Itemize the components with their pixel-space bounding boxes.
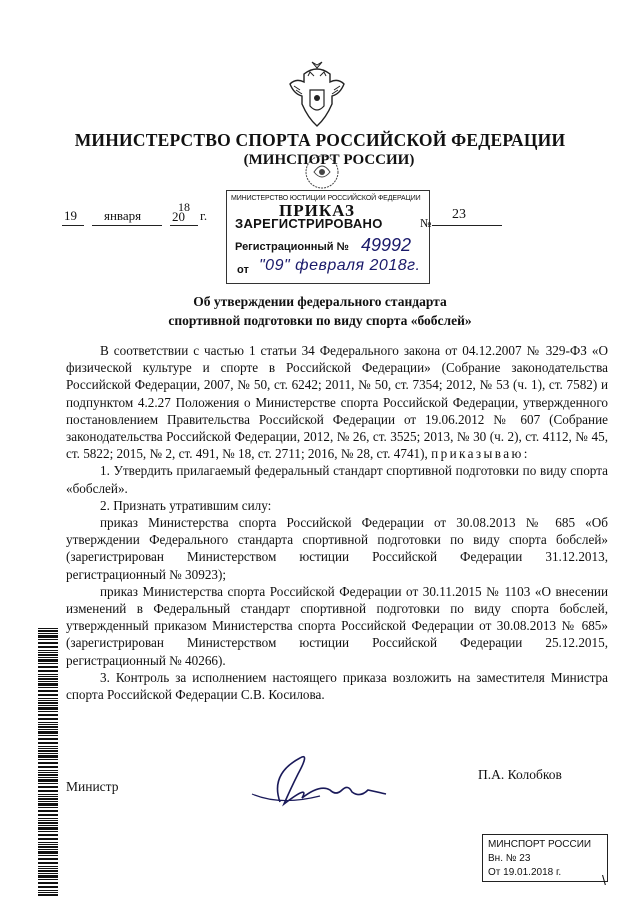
- date-day: 19: [64, 208, 77, 223]
- body-paragraph-1: [66, 342, 608, 462]
- seal-stamp-icon: [302, 152, 342, 192]
- document-body: [66, 342, 608, 703]
- body-paragraph-1-text: В соответствии с частью 1 статьи 34 Федерального закона от 04.12.2007 № 329-ФЗ «О физической культуре и спорте в Российской Федерации» (Собрание законодательства Российской Федерации, 2007, № 50, ст. 6242; 2011, № 50, ст. 7354; 2012, № 53 (ч. 1), ст. 7582) и подпунктом 4.2.27 Положения о Министерстве спорта Российской Федерации, утвержденного постановлением Правительства Российской Федерации от 19.06.2012 № 607 (Собрание законодательства Российской Федерации, 2012, № 26, ст. 3525; 2013, № 30 (ч. 2), ст. 4112, № 45, ст. 5822; 2015, № 2, ст. 491, № 18, ст. 2711; 2016, № 28, ст. 4741),: [66, 343, 608, 462]
- date-year-suffix: 18: [178, 200, 190, 214]
- justice-registration-stamp: [226, 190, 430, 284]
- body-paragraph-6: 3. Контроль за исполнением настоящего приказа возложить на заместителя Министра спорта Российской Федерации С.В. Косилова.: [66, 669, 608, 703]
- stamp-reg-label: Регистрационный №: [235, 241, 349, 253]
- stamp-from-date: "09" февраля 2018г.: [259, 257, 421, 274]
- date-year-underline: [170, 225, 198, 226]
- ministry-name: МИНИСТЕРСТВО СПОРТА РОССИЙСКОЙ ФЕДЕРАЦИИ: [74, 130, 566, 150]
- date-year-abbr: г.: [200, 208, 208, 223]
- corner-mark: \: [602, 872, 606, 888]
- order-number-sign: №: [420, 216, 432, 230]
- title-line-2: спортивной подготовки по виду спорта «бобслей»: [168, 313, 472, 328]
- title-line-1: Об утверждении федерального стандарта: [193, 294, 447, 309]
- date-month-underline: [92, 225, 162, 226]
- ministry-short-name: (МИНСПОРТ РОССИИ): [243, 152, 415, 168]
- incoming-registration-box: [482, 834, 608, 882]
- body-paragraph-3: 2. Признать утратившим силу:: [100, 497, 272, 513]
- stamp-registered: ЗАРЕГИСТРИРОВАНО: [235, 216, 383, 231]
- stamp-order-title: ПРИКАЗ: [279, 201, 355, 220]
- date-day-underline: [62, 225, 84, 226]
- date-year-prefix: 20: [172, 209, 185, 224]
- regbox-date: От 19.01.2018 г.: [488, 867, 562, 878]
- body-paragraph-5: приказ Министерства спорта Российской Федерации от 30.11.2015 № 1103 «О внесении изменений в Федеральный стандарт спортивной подготовки по виду спорта бобслей, утвержденный приказом Министерства спорта Российской Федерации от 30.08.2013 № 685» (зарегистрирован Министерством юстиции Российской Федерации 25.12.2015, регистрационный № 40266).: [66, 583, 608, 668]
- signatory-position: Министр: [66, 779, 119, 794]
- handwritten-signature-icon: [240, 744, 390, 814]
- coat-of-arms-icon: [286, 60, 348, 130]
- order-number: 23: [452, 207, 466, 222]
- body-paragraph-2: 1. Утвердить прилагаемый федеральный стандарт спортивной подготовки по виду спорта «бобслей».: [66, 463, 608, 496]
- barcode-icon: [38, 628, 58, 896]
- order-number-underline: [432, 225, 502, 226]
- regbox-org: МИНСПОРТ РОССИИ: [488, 839, 592, 850]
- order-word: приказываю:: [431, 446, 530, 462]
- signatory-name: П.А. Колобков: [478, 767, 562, 782]
- stamp-reg-number: 49992: [361, 235, 412, 255]
- date-month: января: [104, 208, 142, 223]
- stamp-header: МИНИСТЕРСТВО ЮСТИЦИИ РОССИЙСКОЙ ФЕДЕРАЦИИ: [231, 195, 421, 202]
- document-title: [0, 292, 640, 330]
- regbox-number: Вн. № 23: [488, 853, 531, 864]
- stamp-from-label: от: [237, 264, 249, 276]
- body-paragraph-4: приказ Министерства спорта Российской Федерации от 30.08.2013 № 685 «Об утверждении Федерального стандарта спортивной подготовки по виду спорта бобслей» (зарегистрирован Министерством юстиции Российской Федерации 31.12.2013, регистрационный № 30923);: [66, 515, 608, 582]
